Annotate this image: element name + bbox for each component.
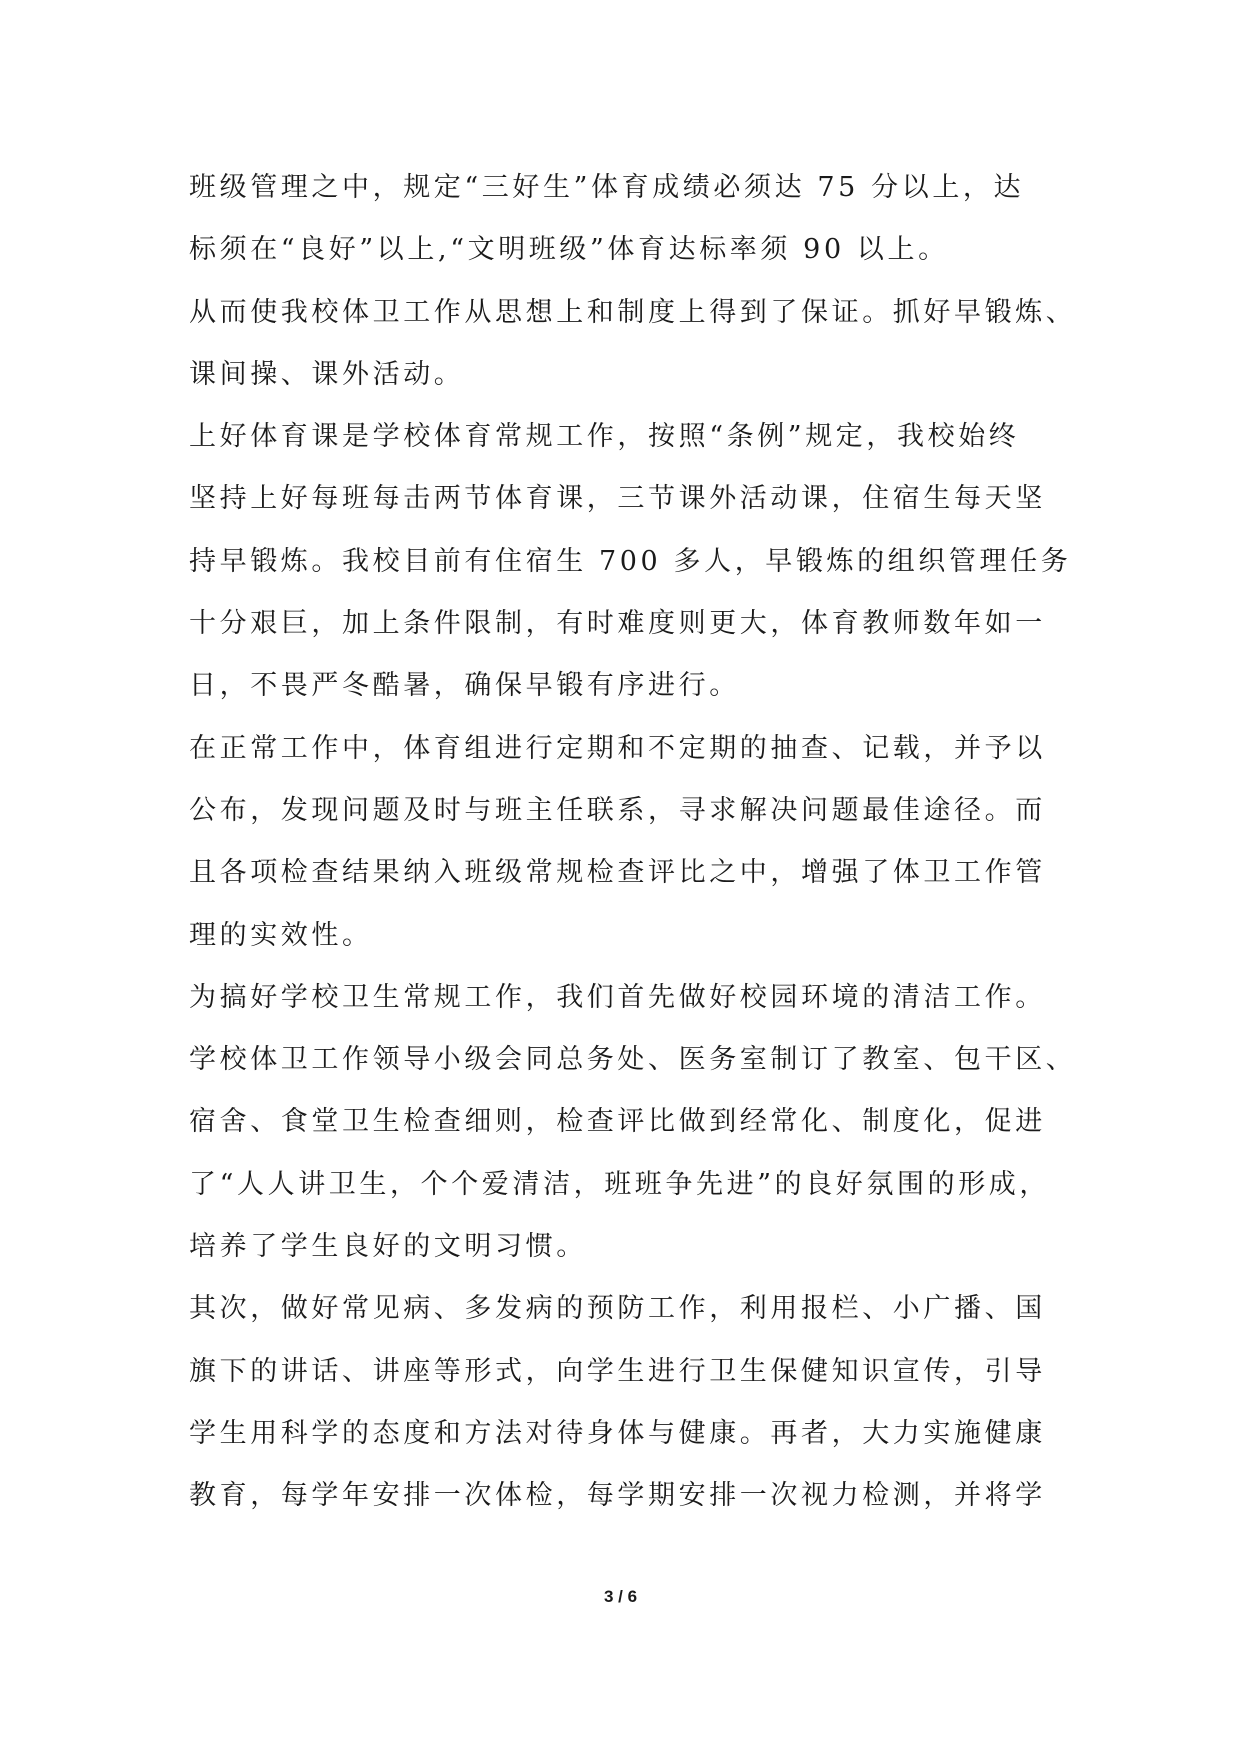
text-line: 学生用科学的态度和方法对待身体与健康。再者，大力实施健康 — [189, 1417, 1046, 1449]
text-line: 教育，每学年安排一次体检，每学期安排一次视力检测，并将学 — [189, 1480, 1046, 1512]
text-line: 了“人人讲卫生，个个爱清洁，班班争先进”的良好氛围的形成， — [189, 1168, 1051, 1200]
text-line: 理的实效性。 — [189, 919, 373, 951]
text-line: 课间操、课外活动。 — [189, 358, 465, 390]
text-line: 学校体卫工作领导小级会同总务处、医务室制订了教室、包干区、 — [189, 1044, 1077, 1076]
text-line: 公布，发现问题及时与班主任联系，寻求解决问题最佳途径。而 — [189, 794, 1046, 826]
text-line: 持早锻炼。我校目前有住宿生 700 多人，早锻炼的组织管理任务 — [189, 545, 1072, 577]
text-line: 其次，做好常见病、多发病的预防工作，利用报栏、小广播、国 — [189, 1293, 1046, 1325]
text-line: 在正常工作中，体育组进行定期和不定期的抽查、记载，并予以 — [189, 732, 1046, 764]
text-line: 旗下的讲话、讲座等形式，向学生进行卫生保健知识宣传，引导 — [189, 1355, 1046, 1387]
text-line: 为搞好学校卫生常规工作，我们首先做好校园环境的清洁工作。 — [189, 981, 1046, 1013]
text-line: 且各项检查结果纳入班级常规检查评比之中，增强了体卫工作管 — [189, 857, 1046, 889]
text-line: 从而使我校体卫工作从思想上和制度上得到了保证。抓好早锻炼、 — [189, 296, 1077, 328]
text-line: 标须在“良好”以上,“文明班级”体育达标率须 90 以上。 — [189, 234, 949, 266]
text-line: 坚持上好每班每击两节体育课，三节课外活动课，住宿生每天坚 — [189, 483, 1046, 515]
text-line: 班级管理之中，规定“三好生”体育成绩必须达 75 分以上，达 — [189, 172, 1025, 203]
page-number: 3 / 6 — [603, 1587, 638, 1606]
text-line: 培养了学生良好的文明习惯。 — [189, 1231, 587, 1263]
text-line: 宿舍、食堂卫生检查细则，检查评比做到经常化、制度化，促进 — [189, 1106, 1046, 1138]
body-text — [189, 157, 1089, 1528]
text-line: 十分艰巨，加上条件限制，有时难度则更大，体育教师数年如一 — [189, 608, 1046, 640]
text-line: 日，不畏严冬酷暑，确保早锻有序进行。 — [189, 670, 740, 702]
text-line: 上好体育课是学校体育常规工作，按照“条例”规定，我校始终 — [189, 421, 1020, 453]
